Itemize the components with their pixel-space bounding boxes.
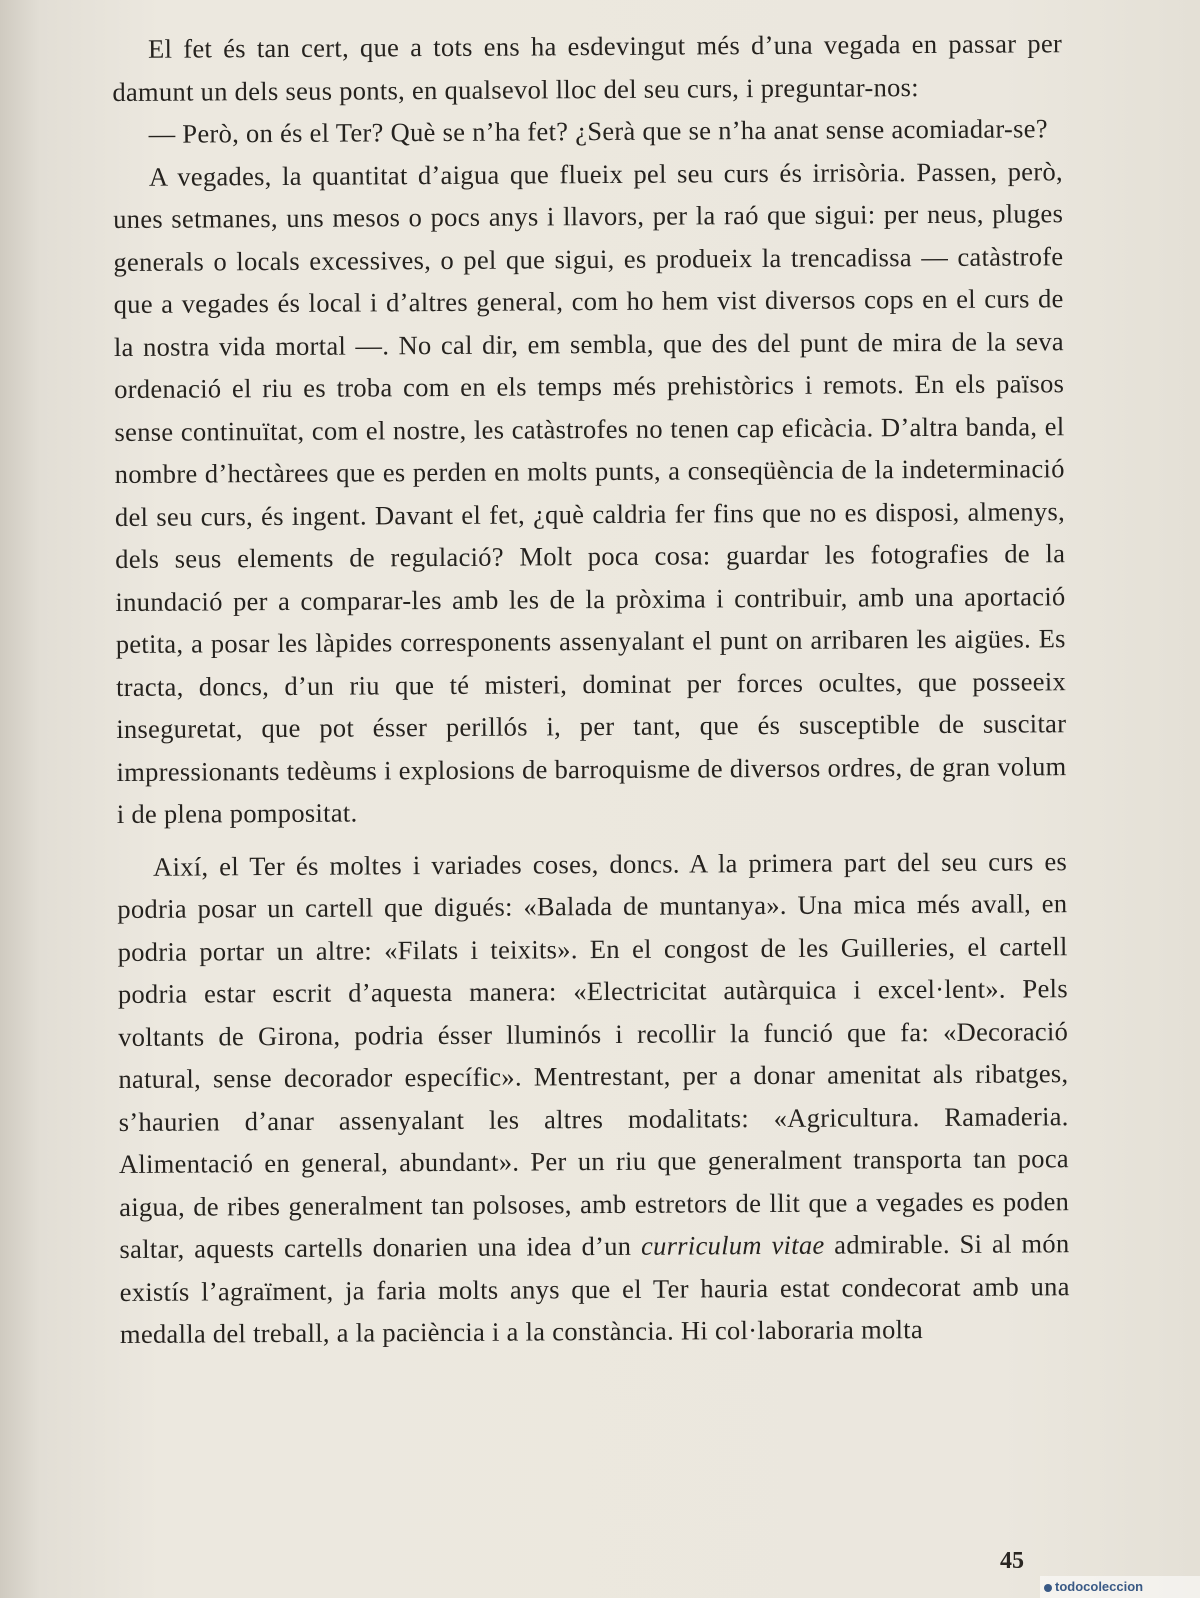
paragraph-1: El fet és tan cert, que a tots ens ha esdevingut més d’una vegada en passar per damunt un dels seus ponts, en qualsevol lloc del seu curs, i preguntar-nos: bbox=[112, 28, 1063, 107]
watermark-logo-icon bbox=[1044, 1584, 1052, 1592]
paragraph-4 bbox=[117, 840, 1070, 1356]
paragraph-4-part-1: Així, el Ter és moltes i variades coses, doncs. A la primera part del seu curs es podria posar un cartell que digués: «Balada de muntanya». Una mica més avall, en podria portar un altre: «Filats i teixits». En el congost de les Guilleries, el cartell podria estar escrit d’aquesta manera: «Electricitat autàrquica i excel·lent». Pels voltants de Girona, podria ésser lluminós i recollir la funció que fa: «Decoració natural, sense decorador específic». Mentrestant, per a donar amenitat als ribatges, s’haurien d’anar assenyalant les altres modalitats: «Agricultura. Ramaderia. Alimentació en general, abundant». Per un riu que generalment transporta tan poca aigua, de ribes generalment tan polsoses, amb estretors de llit que a vegades es poden saltar, aquests cartells donarien una idea d’un bbox=[117, 845, 1070, 1264]
page-number: 45 bbox=[1000, 1548, 1024, 1574]
watermark-text: todocoleccion bbox=[1055, 1579, 1144, 1594]
paragraph-4-part-2: admirable. Si al món existís l’agraïment, ja faria molts anys que el Ter hauria estat condecorat amb una medalla del treball, a la paciència i a la constància. Hi col·laboraria molta bbox=[119, 1228, 1070, 1349]
paragraph-2-dialogue: — Però, on és el Ter? Què se n’ha fet? ¿Serà que se n’ha anat sense acomiadar-se? bbox=[148, 113, 1048, 149]
paragraph-3: A vegades, la quantitat d’aigua que flueix pel seu curs és irrisòria. Passen, però, unes setmanes, uns mesos o pocs anys i llavors, per la raó que sigui: per neus, pluges generals o locals excessives, o pel que sigui, es produeix la trencadissa — catàstrofe que a vegades és local i d’altres general, com ho hem vist diversos cops en el curs de la nostra vida mortal —. No cal dir, em sembla, que des del punt de mira de la seva ordenació el riu es troba com en els temps més prehistòrics i remots. En els països sense continuïtat, com el nostre, les catàstrofes no tenen cap eficàcia. D’altra banda, el nombre d’hectàrees que es perden en molts punts, a conseqüència de la indeterminació del seu curs, és ingent. Davant el fet, ¿què caldria fer fins que no es disposi, almenys, dels seus elements de regulació? Molt poca cosa: guardar les fotografies de la inundació per a comparar-les amb les de la pròxima i contribuir, amb una aportació petita, a posar les làpides corresponents assenyalant el punt on arribaren les aigües. Es tracta, doncs, d’un riu que té misteri, dominat per forces ocultes, que posseeix inseguretat, que pot ésser perillós i, per tant, que és susceptible de suscitar impressionants tedèums i explosions de barroquisme de diversos ordres, de gran volum i de plena pompositat. bbox=[113, 155, 1067, 829]
body-text bbox=[112, 22, 1070, 1355]
watermark bbox=[1040, 1576, 1200, 1598]
paragraph-4-italic: curriculum vitae bbox=[640, 1229, 825, 1261]
